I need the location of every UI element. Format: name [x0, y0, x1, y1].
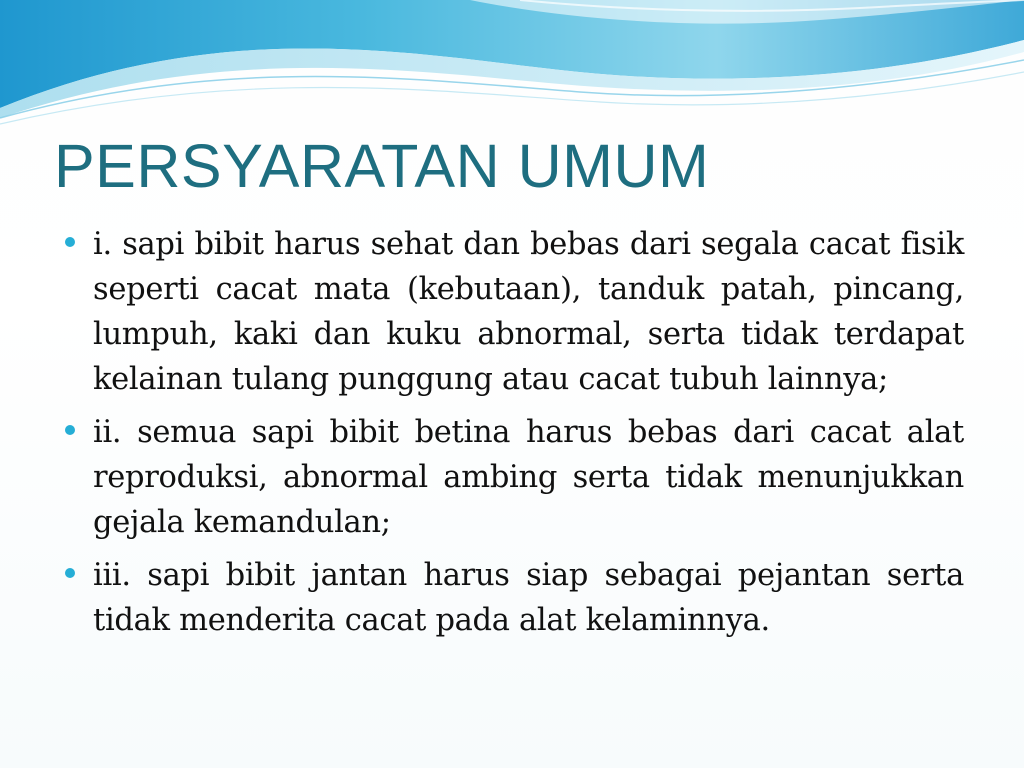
- slide-title: PERSYARATAN UMUM: [54, 132, 710, 200]
- bullet-item: [64, 553, 964, 643]
- header-wave-decoration: [0, 0, 1024, 130]
- bullet-list: [64, 222, 964, 651]
- bullet-dot-icon: [65, 425, 75, 435]
- bullet-dot-icon: [65, 568, 75, 578]
- bullet-dot-icon: [65, 237, 75, 247]
- bullet-text: i. sapi bibit harus sehat dan bebas dari segala cacat fisik seperti cacat mata (kebutaan), tanduk patah, pincang, lumpuh, kaki dan kuku abnormal, serta tidak terdapat kelainan tulang punggung atau cacat tubuh lainnya;: [93, 227, 964, 397]
- bullet-item: [64, 222, 964, 402]
- bullet-item: [64, 410, 964, 545]
- bullet-text: iii. sapi bibit jantan harus siap sebagai pejantan serta tidak menderita cacat pada alat kelaminnya.: [93, 558, 964, 638]
- bullet-text: ii. semua sapi bibit betina harus bebas dari cacat alat reproduksi, abnormal ambing serta tidak menunjukkan gejala kemandulan;: [93, 415, 964, 540]
